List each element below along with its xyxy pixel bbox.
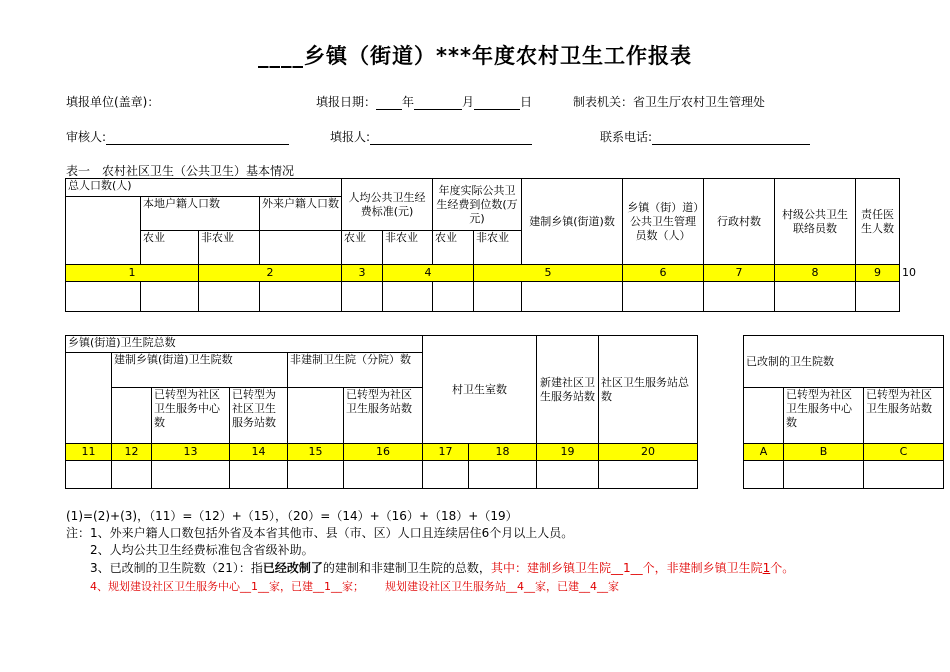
th2-village-rooms: 村卫生室数 bbox=[423, 336, 537, 444]
input-cell[interactable] bbox=[383, 282, 433, 312]
th2-established: 建制乡镇(街道)卫生院数 bbox=[112, 353, 288, 388]
note-3-part: 的建制和非建制卫生院的总数， bbox=[322, 561, 491, 575]
filler-label: 填报人: bbox=[330, 130, 371, 144]
title-text: 乡镇（街道）***年度农村卫生工作报表 bbox=[304, 44, 692, 68]
table2 bbox=[65, 335, 698, 489]
note-1: 注：1、外来户籍人口数包括外省及本省其他市、县（市、区）人口且连续居住6个月以上人员。 bbox=[66, 526, 574, 540]
col-num: 13 bbox=[152, 444, 230, 461]
th-total-pop-blank bbox=[66, 197, 141, 265]
col-num: 4 bbox=[383, 265, 474, 282]
input-cell[interactable] bbox=[66, 461, 112, 489]
note-4-value: __1__ bbox=[240, 580, 269, 593]
th-resp-doctors: 责任医生人数 bbox=[856, 179, 900, 265]
input-cell[interactable] bbox=[342, 282, 383, 312]
col-num: 19 bbox=[537, 444, 599, 461]
table1-caption: 表一 农村社区卫生（公共卫生）基本情况 bbox=[66, 164, 295, 178]
input-cell[interactable] bbox=[141, 282, 199, 312]
note-4-part: 家； 规划建设社区卫生服务站 bbox=[342, 580, 506, 593]
note-4-value: __1__ bbox=[313, 580, 342, 593]
input-cell[interactable] bbox=[199, 282, 260, 312]
unit-label: 填报单位(盖章)： bbox=[66, 95, 160, 109]
note-4-part: 4、规划建设社区卫生服务中心 bbox=[90, 580, 240, 593]
th-annual-funds: 年度实际公共卫生经费到位数(万元) bbox=[433, 179, 522, 231]
col-num: 2 bbox=[199, 265, 342, 282]
note-3 bbox=[90, 560, 794, 577]
col-num: 20 bbox=[599, 444, 698, 461]
input-cell[interactable] bbox=[537, 461, 599, 489]
note-formula: (1)=(2)+(3)，（11）=（12）+（15），（20）=（14）+（16）+（18）+（19） bbox=[66, 509, 518, 523]
note-3-red: 个，非建制乡镇卫生院 bbox=[642, 561, 763, 575]
input-cell[interactable] bbox=[230, 461, 288, 489]
th-agri-3: 农业 bbox=[433, 231, 474, 265]
col-num: B bbox=[784, 444, 864, 461]
col-num: 8 bbox=[775, 265, 856, 282]
input-cell[interactable] bbox=[260, 282, 342, 312]
input-cell[interactable] bbox=[66, 282, 141, 312]
input-cell[interactable] bbox=[522, 282, 623, 312]
reviewer-label: 审核人: bbox=[66, 130, 107, 144]
input-cell[interactable] bbox=[433, 282, 474, 312]
th-migrant-blank bbox=[260, 231, 342, 265]
reviewer-field[interactable] bbox=[66, 128, 289, 145]
org-label: 制表机关：省卫生厅农村卫生管理处 bbox=[573, 95, 766, 109]
note-4-value: __4__ bbox=[578, 580, 608, 593]
input-cell[interactable] bbox=[469, 461, 537, 489]
input-cell[interactable] bbox=[423, 461, 469, 489]
col-num: 3 bbox=[342, 265, 383, 282]
col-num: 6 bbox=[623, 265, 704, 282]
table1: 总人口数(人) 人均公共卫生经费标准(元) 年度实际公共卫生经费到位数(万元) 建制乡镇(街道)数 乡镇（街）道）公共卫生管理员数（人） 行政村数 村级公共卫生联络员数 责任医生人数 本地户籍人口数 外来户籍人口数 农业 非农业 农业 非农业 农业 非农业 1 2 3 4 5 6 7 8 9 10 bbox=[65, 178, 900, 312]
th2-new-stations: 新建社区卫生服务站数 bbox=[537, 336, 599, 444]
th2-non-established: 非建制卫生院（分院）数 bbox=[288, 353, 423, 388]
phone-label: 联系电话: bbox=[600, 130, 653, 144]
th2-total-stations: 社区卫生服务站总数 bbox=[599, 336, 698, 444]
note-4-part: 家 bbox=[607, 580, 619, 593]
input-cell[interactable] bbox=[112, 461, 152, 489]
col-num: 14 bbox=[230, 444, 288, 461]
col-num: C bbox=[864, 444, 944, 461]
input-cell[interactable] bbox=[288, 461, 344, 489]
th-admin-villages: 行政村数 bbox=[704, 179, 775, 265]
col-num: 12 bbox=[112, 444, 152, 461]
note-4-value: __4__ bbox=[505, 580, 535, 593]
th2-converted-station-2: 已转型为社区卫生服务站数 bbox=[344, 388, 423, 444]
th2-total: 乡镇(街道)卫生院总数 bbox=[66, 336, 423, 353]
phone-field[interactable] bbox=[600, 128, 810, 145]
col-num: 16 bbox=[344, 444, 423, 461]
col-num: A bbox=[744, 444, 784, 461]
year-label: 年 bbox=[402, 95, 415, 109]
input-cell[interactable] bbox=[856, 282, 900, 312]
col-num: 15 bbox=[288, 444, 344, 461]
input-cell[interactable] bbox=[784, 461, 864, 489]
th-agri-1: 农业 bbox=[141, 231, 199, 265]
month-label: 月 bbox=[462, 95, 475, 109]
note-3-red: 个。 bbox=[770, 561, 795, 575]
input-cell[interactable] bbox=[864, 461, 944, 489]
th2-blank bbox=[112, 388, 152, 444]
th3-header: 已改制的卫生院数 bbox=[744, 336, 944, 388]
input-cell[interactable] bbox=[152, 461, 230, 489]
note-3-value: 1 bbox=[762, 561, 771, 575]
col-num: 7 bbox=[704, 265, 775, 282]
th-nonagri-1: 非农业 bbox=[199, 231, 260, 265]
th-local-pop: 本地户籍人口数 bbox=[141, 197, 260, 231]
th3-blank bbox=[744, 388, 784, 444]
input-cell[interactable] bbox=[474, 282, 522, 312]
th2-blank bbox=[66, 353, 112, 444]
input-cell[interactable] bbox=[744, 461, 784, 489]
note-3-red: 其中：建制乡镇卫生院 bbox=[490, 561, 611, 575]
page-title bbox=[0, 40, 950, 70]
note-2: 2、人均公共卫生经费标准包含省级补助。 bbox=[90, 543, 314, 557]
note-3-bold: 已经改制了 bbox=[262, 561, 323, 575]
input-cell[interactable] bbox=[623, 282, 704, 312]
th-nonagri-2: 非农业 bbox=[383, 231, 433, 265]
th-per-capita: 人均公共卫生经费标准(元) bbox=[342, 179, 433, 231]
note-4-part: 家，已建 bbox=[534, 580, 579, 593]
note-4 bbox=[90, 578, 619, 595]
th2-blank bbox=[288, 388, 344, 444]
th-total-pop: 总人口数(人) bbox=[66, 179, 342, 197]
th3-converted-station: 已转型为社区卫生服务站数 bbox=[864, 388, 944, 444]
th2-converted-center: 已转型为社区卫生服务中心数 bbox=[152, 388, 230, 444]
col-num: 18 bbox=[469, 444, 537, 461]
date-label: 填报日期： bbox=[316, 95, 377, 109]
input-cell[interactable] bbox=[599, 461, 698, 489]
th2-converted-station: 已转型为社区卫生服务站数 bbox=[230, 388, 288, 444]
input-cell[interactable] bbox=[344, 461, 423, 489]
th-nonagri-3: 非农业 bbox=[474, 231, 522, 265]
note-3-part: 3、已改制的卫生院数（21）：指 bbox=[90, 561, 263, 575]
table3 bbox=[743, 335, 944, 489]
col-num: 9 bbox=[856, 265, 900, 282]
day-label: 日 bbox=[520, 95, 533, 109]
col-num: 5 bbox=[474, 265, 623, 282]
th3-converted-center: 已转型为社区卫生服务中心数 bbox=[784, 388, 864, 444]
th-village-liaison: 村级公共卫生联络员数 bbox=[775, 179, 856, 265]
note-3-value: __1__ bbox=[610, 561, 643, 575]
filler-field[interactable] bbox=[330, 128, 532, 145]
title-blank: ____ bbox=[258, 44, 305, 68]
col-num: 17 bbox=[423, 444, 469, 461]
th-agri-2: 农业 bbox=[342, 231, 383, 265]
th-township-count: 建制乡镇(街道)数 bbox=[522, 179, 623, 265]
note-4-part: 家，已建 bbox=[269, 580, 313, 593]
col-num: 1 bbox=[66, 265, 199, 282]
input-cell[interactable] bbox=[775, 282, 856, 312]
th-ph-staff: 乡镇（街）道）公共卫生管理员数（人） bbox=[623, 179, 704, 265]
col-num: 11 bbox=[66, 444, 112, 461]
date-field[interactable] bbox=[316, 93, 532, 110]
th-migrant-pop: 外来户籍人口数 bbox=[260, 197, 342, 231]
input-cell[interactable] bbox=[704, 282, 775, 312]
